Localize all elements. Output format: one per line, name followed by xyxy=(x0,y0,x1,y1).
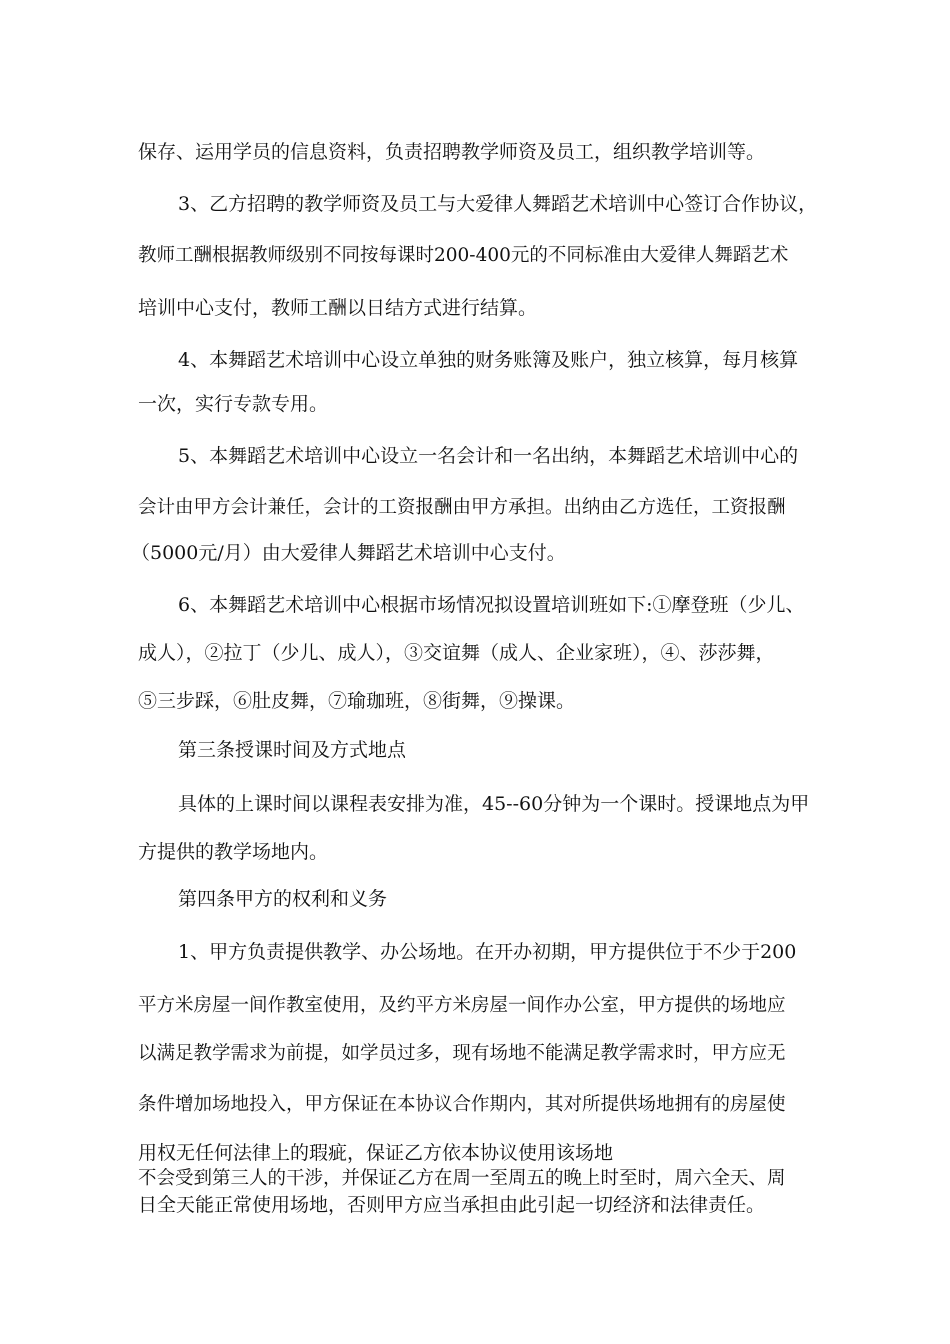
paragraph-6-line-2: 成人），②拉丁（少儿、成人），③交谊舞（成人、企业家班），④、莎莎舞， xyxy=(138,642,775,664)
section-4-item-1-line-3: 以满足教学需求为前提，如学员过多，现有场地不能满足教学需求时，甲方应无 xyxy=(138,1043,786,1064)
section-4-item-1-line-4: 条件增加场地投入，甲方保证在本协议合作期内，其对所提供场地拥有的房屋使 xyxy=(138,1094,786,1115)
paragraph-5-line-3: （5000元/月）由大爱律人舞蹈艺术培训中心支付。 xyxy=(131,542,566,564)
paragraph-5-line-1: 5、本舞蹈艺术培训中心设立一名会计和一名出纳，本舞蹈艺术培训中心的 xyxy=(178,445,799,467)
section-4-heading: 第四条甲方的权利和义务 xyxy=(178,888,388,910)
paragraph-4-line-2: 一次，实行专款专用。 xyxy=(138,393,329,415)
paragraph-3-line-2: 教师工酬根据教师级别不同按每课时200-400元的不同标准由大爱律人舞蹈艺术 xyxy=(138,245,789,266)
paragraph-3-line-1: 3、乙方招聘的教学师资及员工与大爱律人舞蹈艺术培训中心签订合作协议， xyxy=(178,193,818,215)
section-3-heading: 第三条授课时间及方式地点 xyxy=(178,739,407,761)
section-4-item-1-line-5: 用权无任何法律上的瑕疵，保证乙方依本协议使用该场地 xyxy=(138,1142,614,1164)
paragraph-3-line-3: 培训中心支付，教师工酬以日结方式进行结算。 xyxy=(138,297,538,319)
section-3-body-line-1: 具体的上课时间以课程表安排为准，45--60分钟为一个课时。授课地点为甲 xyxy=(178,793,810,815)
paragraph-6-line-3: ⑤三步踩，⑥肚皮舞，⑦瑜珈班，⑧街舞，⑨操课。 xyxy=(138,690,576,712)
section-3-body-line-2: 方提供的教学场地内。 xyxy=(138,841,329,863)
paragraph-5-line-2: 会计由甲方会计兼任，会计的工资报酬由甲方承担。出纳由乙方选任，工资报酬 xyxy=(138,497,786,518)
paragraph-6-line-1: 6、本舞蹈艺术培训中心根据市场情况拟设置培训班如下:①摩登班（少儿、 xyxy=(178,594,805,616)
section-4-item-1-line-2: 平方米房屋一间作教室使用，及约平方米房屋一间作办公室，甲方提供的场地应 xyxy=(138,995,786,1016)
paragraph-2-line-1: 保存、运用学员的信息资料，负责招聘教学师资及员工，组织教学培训等。 xyxy=(138,141,766,163)
paragraph-4-line-1: 4、本舞蹈艺术培训中心设立单独的财务账簿及账户，独立核算，每月核算 xyxy=(178,349,799,371)
section-4-item-1-line-1: 1、甲方负责提供教学、办公场地。在开办初期，甲方提供位于不少于200 xyxy=(178,941,797,963)
section-4-item-1-line-7: 日全天能正常使用场地，否则甲方应当承担由此引起一切经济和法律责任。 xyxy=(138,1194,766,1216)
section-4-item-1-line-6: 不会受到第三人的干涉，并保证乙方在周一至周五的晚上时至时，周六全天、周 xyxy=(138,1168,786,1189)
